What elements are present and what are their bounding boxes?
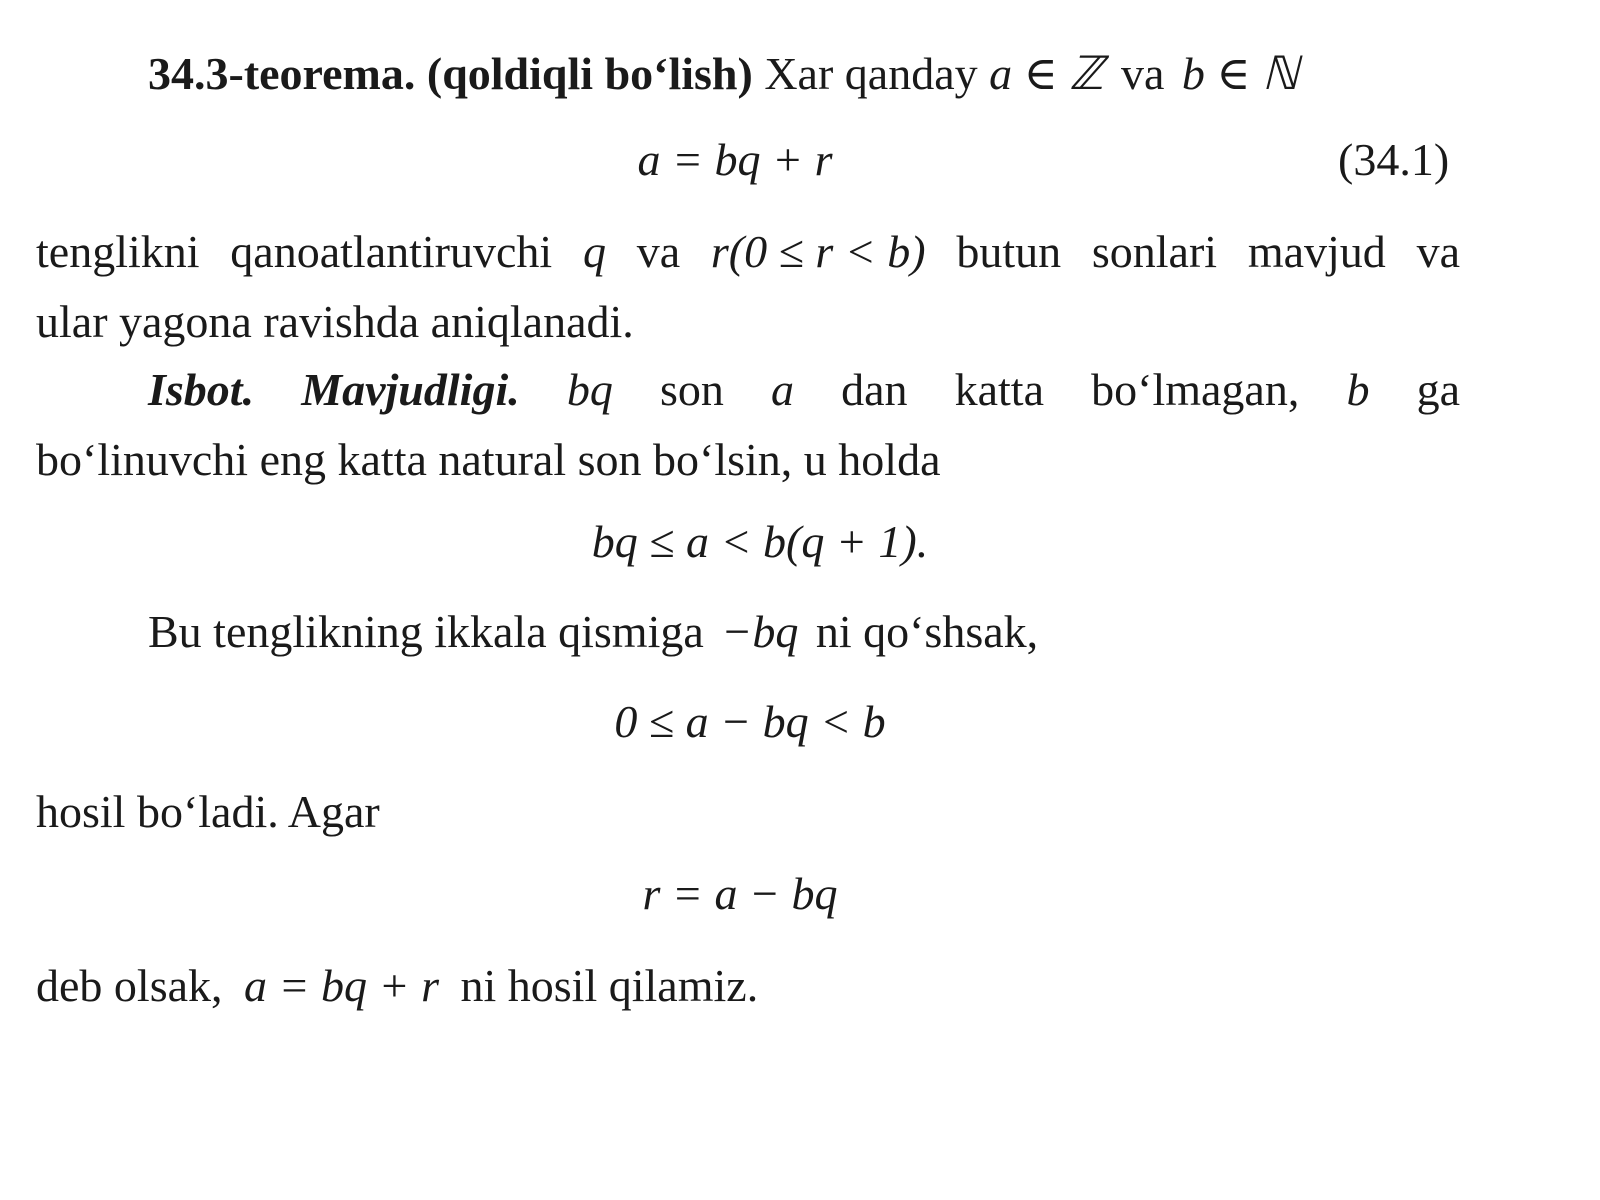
paragraph-1-line-2: ular yagona ravishda aniqlanadi.	[36, 296, 634, 347]
theorem-label: 34.3-teorema.	[148, 48, 416, 99]
math-q: q	[582, 226, 606, 277]
word: va	[636, 226, 681, 277]
paragraph-2-text: Bu tenglikning ikkala qismiga	[148, 606, 704, 657]
theorem-text-va: va	[1120, 48, 1165, 99]
word: mavjud	[1247, 226, 1386, 277]
equation-r-definition: r = a − bq	[642, 868, 838, 919]
proof-line-1	[148, 362, 1460, 418]
math-a: a	[770, 364, 794, 415]
word: bo‘lmagan,	[1091, 364, 1300, 415]
paragraph-4	[36, 958, 758, 1014]
word: qanoatlantiruvchi	[230, 226, 553, 277]
theorem-text: Xar qanday	[764, 48, 978, 99]
math-b-in-n: b ∈ ℕ	[1181, 48, 1299, 99]
math-minus-bq: −bq	[721, 606, 799, 657]
math-r-condition: r(0 ≤ r < b)	[710, 226, 926, 277]
math-a-equals-bq-plus-r: a = bq + r	[244, 960, 439, 1011]
paragraph-4-text: deb olsak,	[36, 960, 223, 1011]
math-b: b	[1346, 364, 1370, 415]
paragraph-2	[148, 604, 1038, 660]
math-bq: bq	[566, 364, 613, 415]
equation-34-1: a = bq + r	[637, 134, 833, 185]
word: son	[659, 364, 724, 415]
equation-number: (34.1)	[1338, 134, 1450, 185]
word: dan	[841, 364, 908, 415]
word: va	[1416, 226, 1460, 277]
word: tenglikni	[36, 226, 200, 277]
paragraph-1-line-1	[36, 224, 1460, 280]
word: sonlari	[1091, 226, 1218, 277]
paragraph-4-text-end: ni hosil qilamiz.	[460, 960, 759, 1011]
equation-inequality: bq ≤ a < b(q + 1).	[591, 516, 929, 567]
equation-remainder-bound: 0 ≤ a − bq < b	[614, 696, 886, 747]
word: butun	[956, 226, 1062, 277]
math-a-in-z: a ∈ ℤ	[989, 48, 1104, 99]
proof-label: Isbot.	[148, 364, 255, 415]
proof-line-2: bo‘linuvchi eng katta natural son bo‘lsin, u holda	[36, 434, 941, 485]
theorem-title: (qoldiqli bo‘lish)	[426, 48, 753, 99]
paragraph-3: hosil bo‘ladi. Agar	[36, 786, 380, 837]
word: katta	[954, 364, 1045, 415]
theorem-line	[148, 46, 1299, 102]
proof-sublabel: Mavjudligi.	[301, 364, 520, 415]
paragraph-2-text-end: ni qo‘shsak,	[815, 606, 1039, 657]
word: ga	[1416, 364, 1460, 415]
